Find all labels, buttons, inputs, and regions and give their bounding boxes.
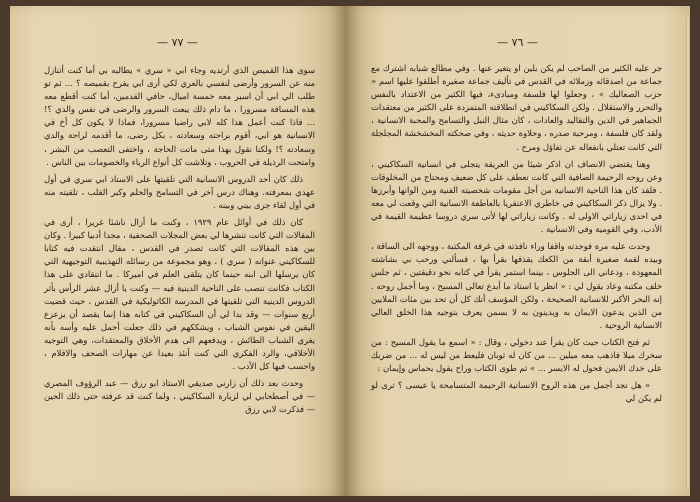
- paragraph: جر عليه الكثير من الصاحب لم يكن يلين او يتغير عنها . وفي مطالع شبابه اشترك مع جماعة من اصدقائه وزملائه في القدس في تأليف جماعة صغيرة أطلقوا عليها اسم « حزب الصعاليك » ، وجعلوا لها فلسفة ومبادىء، فيها الكثير من الاعتداد بالنفس والتحرر والاستقلال . ولكن السكاكيني في انطلاقته المتمردة على الكثير من معتقدات الجماهير في الدين والتقاليد والعادات ، كان مثال النبل والتسامح والمحبة الانسانية ، ولقد كان فلسفة ، ومرحبة صدره ، وحلاوة حديثه ، وفي صحكته المخشخشة المجلجلة التي كانت تعتلي بانفعاله عن تفاؤل ومرح .: [371, 63, 662, 152]
- page-body: [44, 64, 315, 420]
- page-number: — ٧٧ —: [157, 36, 198, 49]
- page-body: [371, 62, 662, 409]
- left-page: [10, 6, 345, 496]
- paragraph: وحدث عليه مرة فوجدته واقفا وراء نافذته في غرفة المكتبة ، ووجهه الى الساقة ، وبيده لقمة صغيرة أبقة من الكعك يقذفها بقرأ بها ، فسألني ورحب بي بشاشته المعهودة ، ودعاني الى الجلوس ، بينما استمر يقرأ في كتابه نحو دقيقتين ، ثم جلس خلف مكتبه وعاد يقول لي : « انظر يا استاذ ما أبدع تعالى المسيح ، وما أجمل روحه . إنه البحر الأكبر للانسانية الصحيحة ، ولكن المؤسف أنك كل أن تحد بين مئات الملايين من الذين يدعون الايمان به ويدينون به لا بسمن يعرف بتوجيه هذا الخلق العالي الانسانية الروحية .: [371, 241, 662, 330]
- paragraph: وحدث بعد ذلك أن زارني صديقي الاستاذ ابو رزق — عبد الرؤوف المصري — في أصطحابي لي لزيارة السكاكيني ، ولما كنت قد عرفته حتى ذلك الحين — فذكرت لابي رزق: [44, 378, 315, 415]
- right-page: [345, 6, 690, 496]
- paragraph: كان ذلك في أوائل عام ١٩٢٩ ، وكنت ما أزال ناشئا غريرا ، أرى في المقالات التي كانت تنشرها لي بعض المجلات الصحفية ، مجدا أدبيا كبيرا . وكان بين هذه المقالات التي كانت تصدر في القدس ، مقال انتقدت فيه كتابا للسكاكيني عنوانه ( سري ) ، وهو مجموعة من رسائله التهذيبية التوجيهية التي كان يرسلها الى ابنه حينما كان يتلقى العلم في اميركا . ما انتقادي على هذا الكتاب فكانت تنصب على الناحية الدينية فيه — وكنت يا أزال عشر الرأس بأثر الدروس الدينية التي تلقيتها في المدرسة الكاثوليكية في القدس ، حيث قضيت أربع سنوات — وقد بدا لي أن السكاكيني في كتابه هذا إنما يقصد أن يزعزع اليقين في نفوس الشباب ، ويشككهم في ذلك جعلت أحمل عليه وأسه بأنه يغري الشباب الطائش ، ويدفعهم الى هدم الأخلاق والمعتقدات، وهي التوجيه الأخلاقي، والرد الفكري التي كنت آنئذ بعيدا عن مهارات الصحف والاقلام ، واحسب فيها كل الأدب .: [44, 217, 315, 372]
- paragraph: سوى هذا القميص الذي أرتديه وجاء ابي « سري » يطالبه بي أما كنت أتنازل منه عن السرور وأرضى لنفسي بالعري لكي أرى ابي يفرح بقميصه ؟ ... ثم تو طلب الي ابي أن اسير معه خمسة اميال، حافي القدمين، أما كنت أقطع معه هذه المسافة مسرورا ، ما دام ذلك يبعث السرور والرضى في نفس والدي ؟! ... فاذا كنت أعمل هذا كله لابي راضيا مسرورا، فماذا لا يكون كل أخ في الانسانية هو ابي، أقوم براحته وسعادته ، بكل رضى، ما أقدمه لراحة والدي وسعادته ؟! ولكنا نقول بهذا متى ماتت الحاجة ، واختفى التعصب من البشر ، وامتحت الرذيلة في الحروب ، وتلاشت كل أنواع الرياء والخصومات بين الناس .: [44, 65, 315, 167]
- paragraph: وهنا يقتضي الانصاف ان اذكر شيئا من العريقة يتجلى في انسانية السكاكيني ، وعن روحه الرحيمة الصافية التي كانت تعطف على كل ضعيف ومحتاج من المخلوقات . فلقد كان هذا الناحية الانسانية من أجل مقومات شخصيته الفنية ومن الوانها وأبرزها . ولا يزال ذكر السكاكيني في خاطري الاعتقريا بالعاطفة الانسانية التي وقعت لي معه في احدى زياراتي الاولى له . وكانت زياراتي لها لأتى سري دروسا عظيمة القيمة في الأدب، وفي القومية وفي الانسانية .: [371, 158, 662, 235]
- page-edges: [686, 18, 690, 488]
- paragraph: ثم فتح الكتاب حيث كان يقرأ عند دخولي ، وقال : « اسمع ما يقول المسيح : من سخرك ميلا فاذهب معه ميلين ... من كان له ثوبان فليعط من ليس له ... من ضربك على خدك الايمن فحول له الايسر ... » ثم طوى الكتاب وراح يقول بحماس وإيمان :: [371, 336, 662, 374]
- page-number: — ٧٦ —: [497, 36, 538, 49]
- book-spread: [10, 6, 690, 496]
- paragraph: « هل تجد أجمل من هذه الروح الانسانية الرحيمة المتسامحة يا عيسى ؟ ترى لو لم يكن لي: [371, 380, 662, 404]
- paragraph: ذلك كان أحد الدروس الانسانية التي تلقيتها على الاستاذ ابي سري في أول عهدي بمعرفته. وهناك درس آخر في التسامح والحلم وكبر القلب ، تلقيته منه في أول لقاء جرى بيني وبينه .: [44, 173, 315, 210]
